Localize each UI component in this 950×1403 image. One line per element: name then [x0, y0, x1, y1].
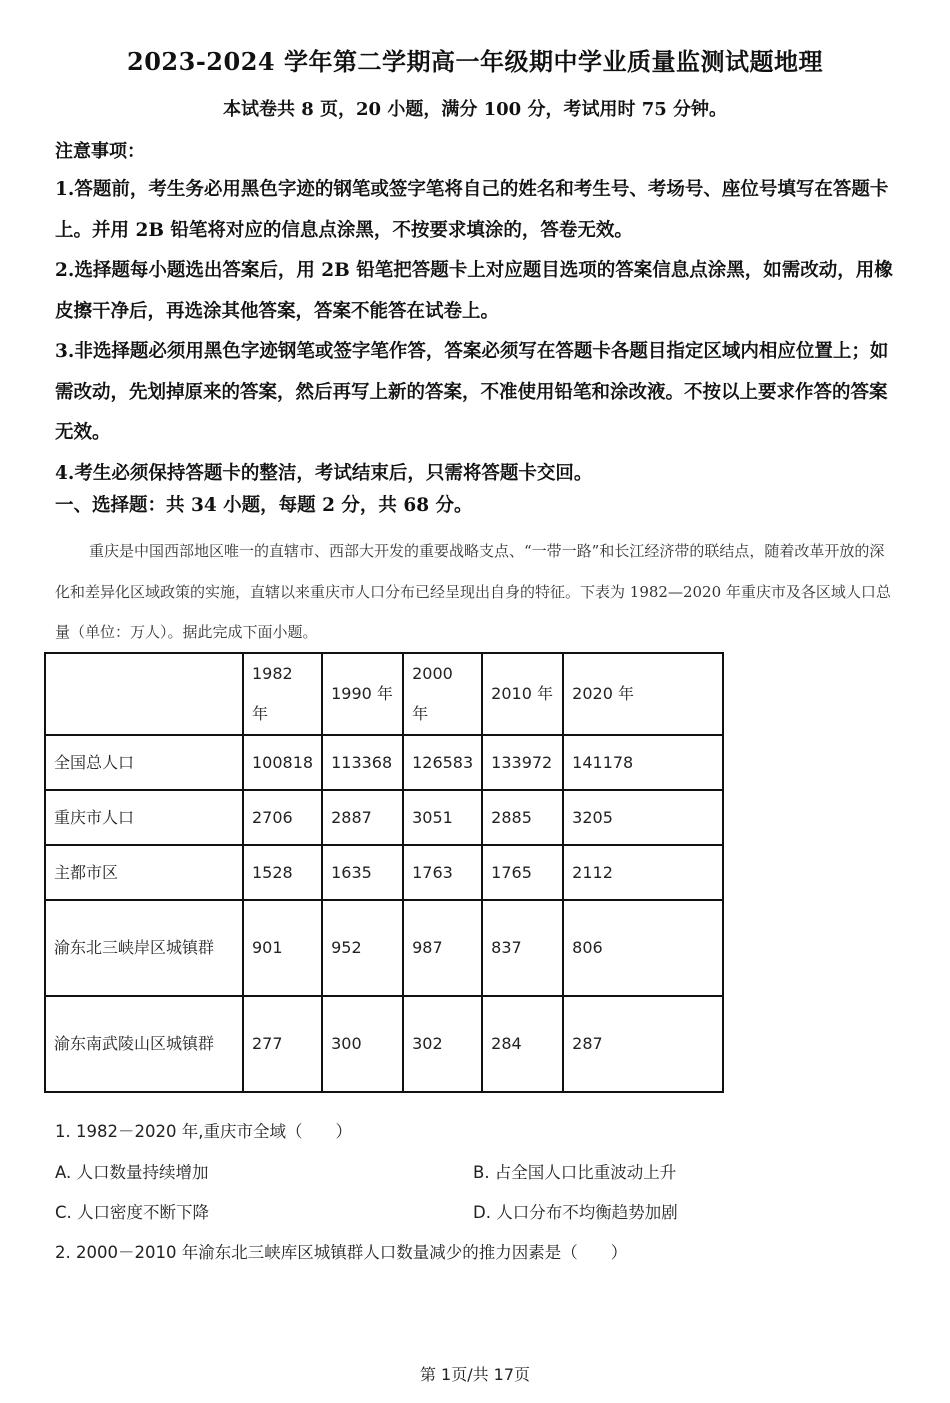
table-header-cell: 2000 年	[403, 653, 482, 735]
table-row	[45, 996, 723, 1092]
table-header-cell: 1990 年	[322, 653, 403, 735]
table-cell: 2887	[322, 790, 403, 845]
exam-subtitle: 本试卷共 8 页，20 小题，满分 100 分，考试用时 75 分钟。	[222, 99, 728, 120]
table-header-row	[45, 653, 723, 735]
table-cell: 113368	[322, 735, 403, 790]
table-row-label: 全国总人口	[45, 735, 243, 790]
population-table	[44, 652, 724, 1093]
table-cell: 837	[482, 900, 563, 996]
page-number: 第 1页/共 17页	[419, 1365, 531, 1384]
table-cell: 302	[403, 996, 482, 1092]
table-row	[45, 845, 723, 900]
notice-item-2: 2.选择题每小题选出答案后，用 2B 铅笔把答题卡上对应题目选项的答案信息点涂黑，如需改动，用橡皮擦干净后，再选涂其他答案，答案不能答在试卷上。	[55, 260, 893, 322]
table-row-label: 重庆市人口	[45, 790, 243, 845]
table-cell: 100818	[243, 735, 322, 790]
question-1-option-b[interactable]: B. 占全国人口比重波动上升	[473, 1163, 677, 1182]
table-row	[45, 735, 723, 790]
table-cell: 1528	[243, 845, 322, 900]
table-cell: 3051	[403, 790, 482, 845]
table-cell: 2885	[482, 790, 563, 845]
table-cell: 287	[563, 996, 723, 1092]
table-cell: 126583	[403, 735, 482, 790]
table-row-label: 渝东南武陵山区城镇群	[45, 996, 243, 1092]
table-row	[45, 790, 723, 845]
material-intro: 重庆是中国西部地区唯一的直辖市、西部大开发的重要战略支点、“一带一路”和长江经济带的联结点，随着改革开放的深化和差异化区域政策的实施，直辖以来重庆市人口分布已经呈现出自身的特征。下表为 1982—2020 年重庆市及各区域人口总量（单位：万人）。据此完成下面小题。	[55, 542, 891, 641]
table-header-cell: 2010 年	[482, 653, 563, 735]
notice-list	[55, 170, 895, 494]
table-cell: 901	[243, 900, 322, 996]
table-cell: 1763	[403, 845, 482, 900]
question-1-option-a[interactable]: A. 人口数量持续增加	[55, 1163, 209, 1182]
table-cell: 1635	[322, 845, 403, 900]
exam-title: 2023-2024 学年第二学期高一年级期中学业质量监测试题地理	[127, 47, 823, 76]
table-cell: 2112	[563, 845, 723, 900]
notice-item-3: 3.非选择题必须用黑色字迹钢笔或签字笔作答，答案必须写在答题卡各题目指定区域内相应位置上；如需改动，先划掉原来的答案，然后再写上新的答案，不准使用铅笔和涂改液。不按以上要求作答的答案无效。	[55, 341, 889, 443]
table-cell: 1765	[482, 845, 563, 900]
question-2-stem: 2. 2000－2010 年渝东北三峡库区城镇群人口数量减少的推力因素是（ ）	[55, 1243, 628, 1262]
table-cell: 133972	[482, 735, 563, 790]
notice-heading: 注意事项：	[55, 141, 145, 162]
table-cell: 3205	[563, 790, 723, 845]
question-1-option-d[interactable]: D. 人口分布不均衡趋势加剧	[473, 1203, 678, 1222]
table-cell: 806	[563, 900, 723, 996]
table-cell: 141178	[563, 735, 723, 790]
table-header-cell: 1982 年	[243, 653, 322, 735]
table-row-label: 渝东北三峡岸区城镇群	[45, 900, 243, 996]
table-row	[45, 900, 723, 996]
table-cell: 987	[403, 900, 482, 996]
notice-item-1: 1.答题前，考生务必用黑色字迹的钢笔或签字笔将自己的姓名和考生号、考场号、座位号填写在答题卡上。并用 2B 铅笔将对应的信息点涂黑，不按要求填涂的，答卷无效。	[55, 179, 889, 241]
section-heading: 一、选择题：共 34 小题，每题 2 分，共 68 分。	[55, 495, 473, 516]
question-1-option-c[interactable]: C. 人口密度不断下降	[55, 1203, 210, 1222]
table-cell: 284	[482, 996, 563, 1092]
table-header-cell: 2020 年	[563, 653, 723, 735]
table-cell: 952	[322, 900, 403, 996]
table-cell: 2706	[243, 790, 322, 845]
table-cell: 300	[322, 996, 403, 1092]
question-1-stem: 1. 1982－2020 年,重庆市全域（ ）	[55, 1122, 352, 1141]
notice-item-4: 4.考生必须保持答题卡的整洁，考试结束后，只需将答题卡交回。	[55, 462, 593, 484]
table-header-cell	[45, 653, 243, 735]
table-cell: 277	[243, 996, 322, 1092]
table-row-label: 主都市区	[45, 845, 243, 900]
